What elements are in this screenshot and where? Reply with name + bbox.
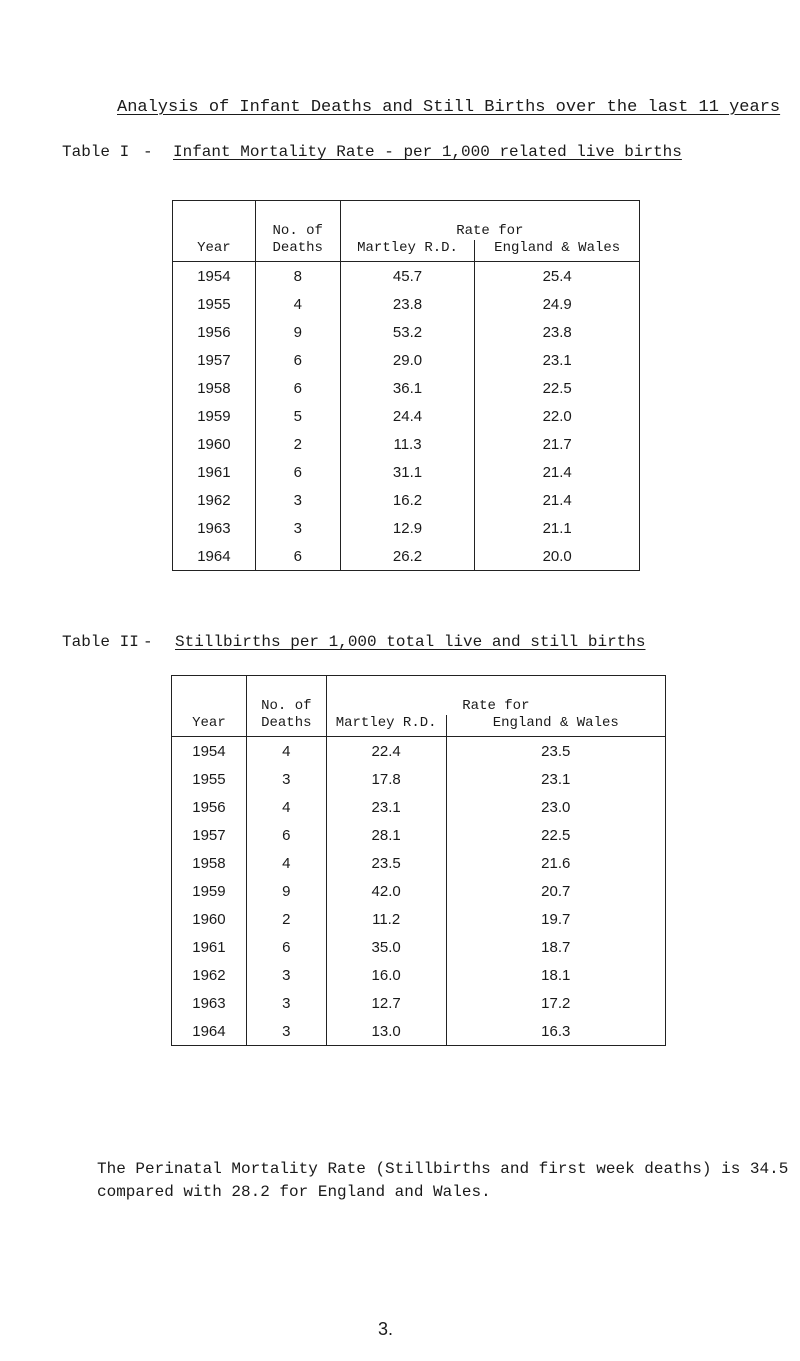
cell-local: 35.0 [326, 933, 446, 961]
table2-header-deaths-line1: No. of [261, 698, 312, 714]
cell-local: 45.7 [340, 262, 475, 291]
cell-deaths: 3 [255, 486, 340, 514]
cell-year: 1954 [173, 262, 256, 291]
cell-national: 24.9 [475, 290, 640, 318]
cell-deaths: 2 [255, 430, 340, 458]
cell-national: 19.7 [446, 905, 665, 933]
cell-national: 22.5 [475, 374, 640, 402]
cell-national: 21.7 [475, 430, 640, 458]
cell-year: 1954 [172, 737, 247, 766]
cell-local: 22.4 [326, 737, 446, 766]
footnote-line2: compared with 28.2 for England and Wales. [97, 1183, 491, 1201]
cell-national: 23.0 [446, 793, 665, 821]
table-row [172, 849, 666, 877]
table2-header-local: Martley R.D. [326, 715, 446, 737]
cell-deaths: 8 [255, 262, 340, 291]
table-row [173, 318, 640, 346]
cell-deaths: 3 [246, 961, 326, 989]
table2-header-rate-for: Rate for [326, 676, 665, 716]
table1-header-deaths-line2: Deaths [272, 240, 323, 256]
table2-header-deaths [246, 676, 326, 737]
table-row [172, 933, 666, 961]
table1-header-deaths [255, 201, 340, 262]
table1-caption: Infant Mortality Rate - per 1,000 related live births [173, 143, 682, 161]
cell-national: 20.0 [475, 542, 640, 571]
page-number: 3. [378, 1319, 394, 1339]
table-row [173, 402, 640, 430]
cell-year: 1960 [173, 430, 256, 458]
table2-caption: Stillbirths per 1,000 total live and still births [175, 633, 646, 651]
cell-national: 23.1 [475, 346, 640, 374]
cell-local: 13.0 [326, 1017, 446, 1046]
cell-deaths: 2 [246, 905, 326, 933]
table-row [173, 346, 640, 374]
cell-local: 26.2 [340, 542, 475, 571]
cell-deaths: 6 [255, 458, 340, 486]
cell-year: 1961 [172, 933, 247, 961]
table1-header-deaths-line1: No. of [272, 223, 323, 239]
cell-deaths: 9 [246, 877, 326, 905]
cell-year: 1956 [173, 318, 256, 346]
cell-deaths: 6 [246, 821, 326, 849]
cell-deaths: 6 [255, 346, 340, 374]
cell-deaths: 6 [246, 933, 326, 961]
cell-local: 23.1 [326, 793, 446, 821]
table-row [172, 737, 666, 766]
cell-year: 1962 [172, 961, 247, 989]
cell-local: 11.3 [340, 430, 475, 458]
table2-dash: - [143, 633, 153, 651]
cell-local: 11.2 [326, 905, 446, 933]
cell-deaths: 6 [255, 542, 340, 571]
cell-local: 16.2 [340, 486, 475, 514]
cell-local: 23.8 [340, 290, 475, 318]
table-row [172, 989, 666, 1017]
cell-local: 12.7 [326, 989, 446, 1017]
cell-deaths: 3 [255, 514, 340, 542]
cell-deaths: 3 [246, 765, 326, 793]
table-row [172, 877, 666, 905]
cell-national: 17.2 [446, 989, 665, 1017]
cell-year: 1962 [173, 486, 256, 514]
table-row [173, 374, 640, 402]
cell-year: 1960 [172, 905, 247, 933]
table-row [172, 765, 666, 793]
cell-national: 25.4 [475, 262, 640, 291]
cell-local: 31.1 [340, 458, 475, 486]
cell-local: 53.2 [340, 318, 475, 346]
table1-dash: - [143, 143, 153, 161]
footnote-line1: The Perinatal Mortality Rate (Stillbirths and first week deaths) is 34.5 [97, 1160, 789, 1178]
cell-year: 1957 [172, 821, 247, 849]
table-row [172, 1017, 666, 1046]
table-row [173, 262, 640, 291]
cell-deaths: 4 [246, 849, 326, 877]
cell-year: 1957 [173, 346, 256, 374]
cell-national: 22.5 [446, 821, 665, 849]
cell-local: 23.5 [326, 849, 446, 877]
cell-deaths: 4 [246, 737, 326, 766]
cell-national: 21.4 [475, 458, 640, 486]
table2 [171, 675, 666, 1046]
page-title: Analysis of Infant Deaths and Still Births over the last 11 years [117, 98, 781, 117]
cell-local: 12.9 [340, 514, 475, 542]
cell-national: 21.6 [446, 849, 665, 877]
cell-local: 17.8 [326, 765, 446, 793]
table2-header-year: Year [172, 676, 247, 737]
table1-header-national: England & Wales [475, 240, 640, 262]
table-row [173, 290, 640, 318]
table-row [173, 430, 640, 458]
cell-deaths: 4 [255, 290, 340, 318]
cell-year: 1963 [172, 989, 247, 1017]
cell-local: 24.4 [340, 402, 475, 430]
cell-year: 1964 [172, 1017, 247, 1046]
cell-national: 18.1 [446, 961, 665, 989]
cell-national: 18.7 [446, 933, 665, 961]
cell-national: 22.0 [475, 402, 640, 430]
cell-national: 23.1 [446, 765, 665, 793]
cell-year: 1959 [172, 877, 247, 905]
table2-header-national: England & Wales [446, 715, 665, 737]
cell-local: 28.1 [326, 821, 446, 849]
cell-year: 1963 [173, 514, 256, 542]
cell-year: 1961 [173, 458, 256, 486]
cell-year: 1958 [173, 374, 256, 402]
cell-national: 21.4 [475, 486, 640, 514]
cell-national: 23.5 [446, 737, 665, 766]
cell-deaths: 3 [246, 1017, 326, 1046]
table-row [173, 486, 640, 514]
cell-deaths: 9 [255, 318, 340, 346]
cell-national: 23.8 [475, 318, 640, 346]
cell-local: 29.0 [340, 346, 475, 374]
cell-year: 1959 [173, 402, 256, 430]
table-row [172, 793, 666, 821]
cell-national: 16.3 [446, 1017, 665, 1046]
table1-header-year: Year [173, 201, 256, 262]
cell-year: 1955 [172, 765, 247, 793]
table1-header-local: Martley R.D. [340, 240, 475, 262]
table-row [172, 821, 666, 849]
cell-local: 16.0 [326, 961, 446, 989]
table2-header-deaths-line2: Deaths [261, 715, 312, 731]
cell-year: 1955 [173, 290, 256, 318]
table2-label: Table II [62, 633, 139, 651]
cell-national: 20.7 [446, 877, 665, 905]
table1-label: Table I [62, 143, 130, 161]
table-row [173, 458, 640, 486]
table1-header-rate-for: Rate for [340, 201, 639, 241]
table-row [173, 542, 640, 571]
table-row [173, 514, 640, 542]
cell-deaths: 3 [246, 989, 326, 1017]
cell-deaths: 6 [255, 374, 340, 402]
cell-national: 21.1 [475, 514, 640, 542]
cell-deaths: 5 [255, 402, 340, 430]
cell-local: 42.0 [326, 877, 446, 905]
cell-year: 1956 [172, 793, 247, 821]
table-row [172, 905, 666, 933]
cell-local: 36.1 [340, 374, 475, 402]
cell-deaths: 4 [246, 793, 326, 821]
table-row [172, 961, 666, 989]
cell-year: 1964 [173, 542, 256, 571]
table1 [172, 200, 640, 571]
cell-year: 1958 [172, 849, 247, 877]
